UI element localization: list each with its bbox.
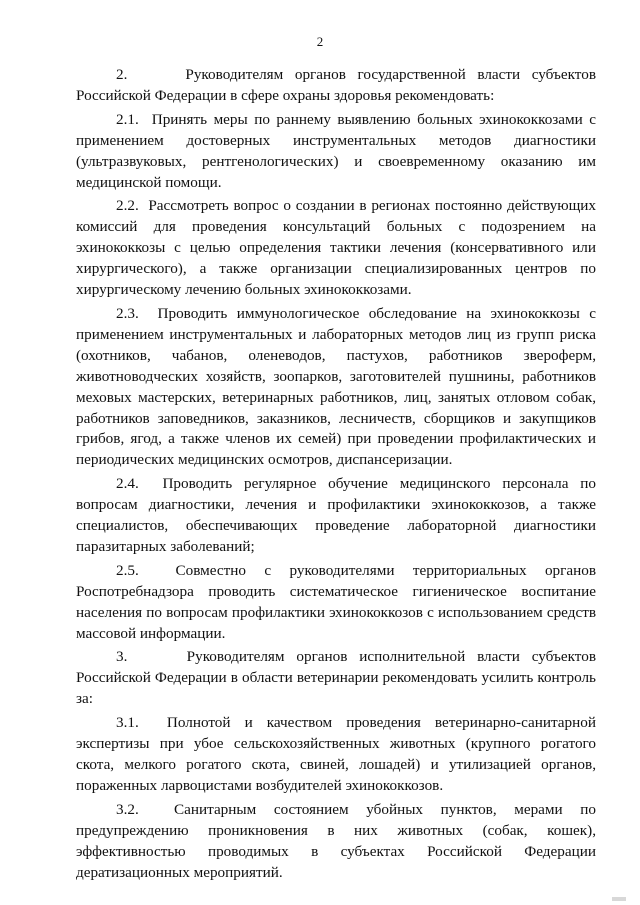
paragraph-2-1: 2.1. Принять меры по раннему выявлению больных эхинококкозами с применением достоверных инструментальных методов диагностики (ультразвуковых, рентгенологических) и своевременному оказанию им медицинской помощи. (76, 110, 596, 191)
paragraph-3-1: 3.1. Полнотой и качеством проведения ветеринарно-санитарной экспертизы при убое сельскохозяйственных животных (крупного рогатого скота, мелкого рогатого скота, свиней, лошадей) и утилизацией органов, пораженных ларвоцистами возбудителей эхинококкозов. (76, 714, 596, 794)
page-number: 2 (316, 34, 324, 49)
document-body (76, 65, 596, 883)
paragraph-3-2: 3.2. Санитарным состоянием убойных пунктов, мерами по предупреждению проникновения в них животных (собак, кошек), эффективностью проводимых в субъектах Российской Федерации дератизационных мероприятий. (76, 800, 596, 881)
paragraph-2-4: 2.4. Проводить регулярное обучение медицинского персонала по вопросам диагностики, лечения и профилактики эхинококкозов, а также специалистов, обеспечивающих проведение лабораторной диагностики паразитарных заболеваний; (76, 475, 596, 555)
paragraph-2: 2. Руководителям органов государственной власти субъектов Российской Федерации в сфере охраны здоровья рекомендовать: (76, 66, 596, 104)
paragraph-3: 3. Руководителям органов исполнительной власти субъектов Российской Федерации в области ветеринарии рекомендовать усилить контроль за: (76, 648, 596, 708)
scan-artifact-mark (612, 897, 626, 901)
paragraph-2-2: 2.2. Рассмотреть вопрос о создании в регионах постоянно действующих комиссий для проведения консультаций больных с подозрением на эхинококкозы с целью определения тактики лечения (консервативного или хирургического), а также организации специализированных центров по хирургическому лечению больных эхинококкозами. (76, 197, 596, 299)
paragraph-2-3: 2.3. Проводить иммунологическое обследование на эхинококкозы с применением инструментальных и лабораторных методов лиц из групп риска (охотников, чабанов, оленеводов, пастухов, работников звероферм, животноводческих хозяйств, зоопарков, заготовителей пушнины, работников меховых мастерских, ветеринарных работников, лиц, занятых отловом собак, работников заповедников, заказников, лесничеств, сборщиков и закупщиков грибов, ягод, а также членов их семей) при проведении профилактических и периодических медицинских осмотров, диспансеризации. (76, 304, 596, 469)
paragraph-2-5: 2.5. Совместно с руководителями территориальных органов Роспотребнадзора проводить систематическое гигиеническое воспитание населения по вопросам профилактики эхинококкозов с использованием средств массовой информации. (76, 561, 596, 642)
